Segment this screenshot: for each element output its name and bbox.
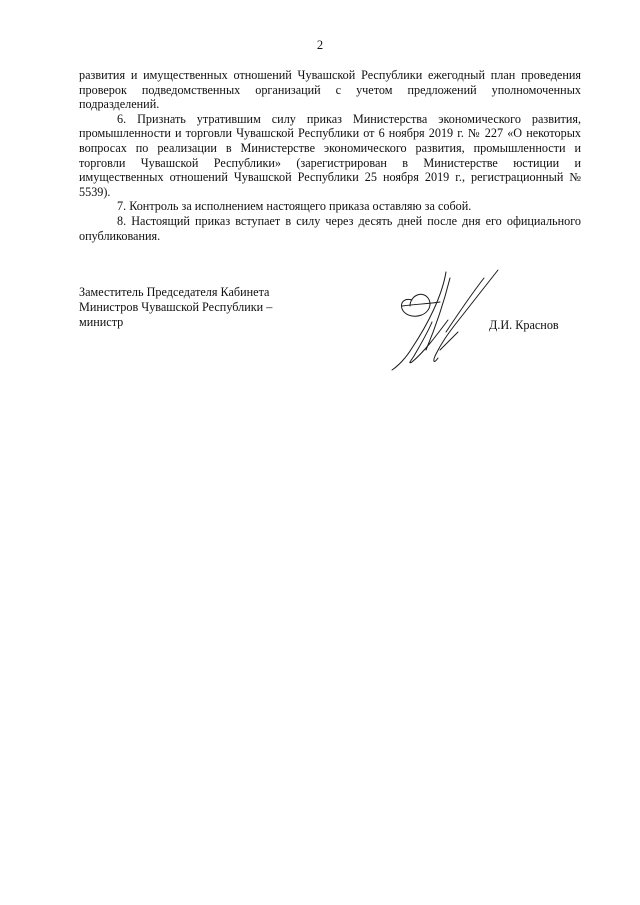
paragraph-continuation: развития и имущественных отношений Чувашской Республики ежегодный план проведения проверок подведомственных организаций с учетом предложений уполномоченных подразделений. (79, 68, 581, 112)
signer-name: Д.И. Краснов (489, 318, 559, 332)
paragraph-8: 8. Настоящий приказ вступает в силу через десять дней после дня его официального опубликования. (79, 213, 581, 243)
page-number: 2 (316, 38, 324, 52)
position-line: Заместитель Председателя Кабинета (79, 285, 270, 299)
paragraph-6: 6. Признать утратившим силу приказ Министерства экономического развития, промышленности и торговли Чувашской Республики от 6 ноября 2019 г. № 227 «О некоторых вопросах по реализации в Министерстве экономического развития, промышленности и торговли Чувашской Республики» (зарегистрирован в Министерстве юстиции и имущественных отношений Чувашской Республики 25 ноября 2019 г., регистрационный № 5539). (79, 111, 581, 199)
position-line: министр (79, 315, 124, 329)
position-line: Министров Чувашской Республики – (79, 300, 273, 314)
paragraph-7: 7. Контроль за исполнением настоящего приказа оставляю за собой. (117, 199, 472, 214)
document-body (79, 68, 581, 243)
signatory-position (79, 285, 272, 330)
